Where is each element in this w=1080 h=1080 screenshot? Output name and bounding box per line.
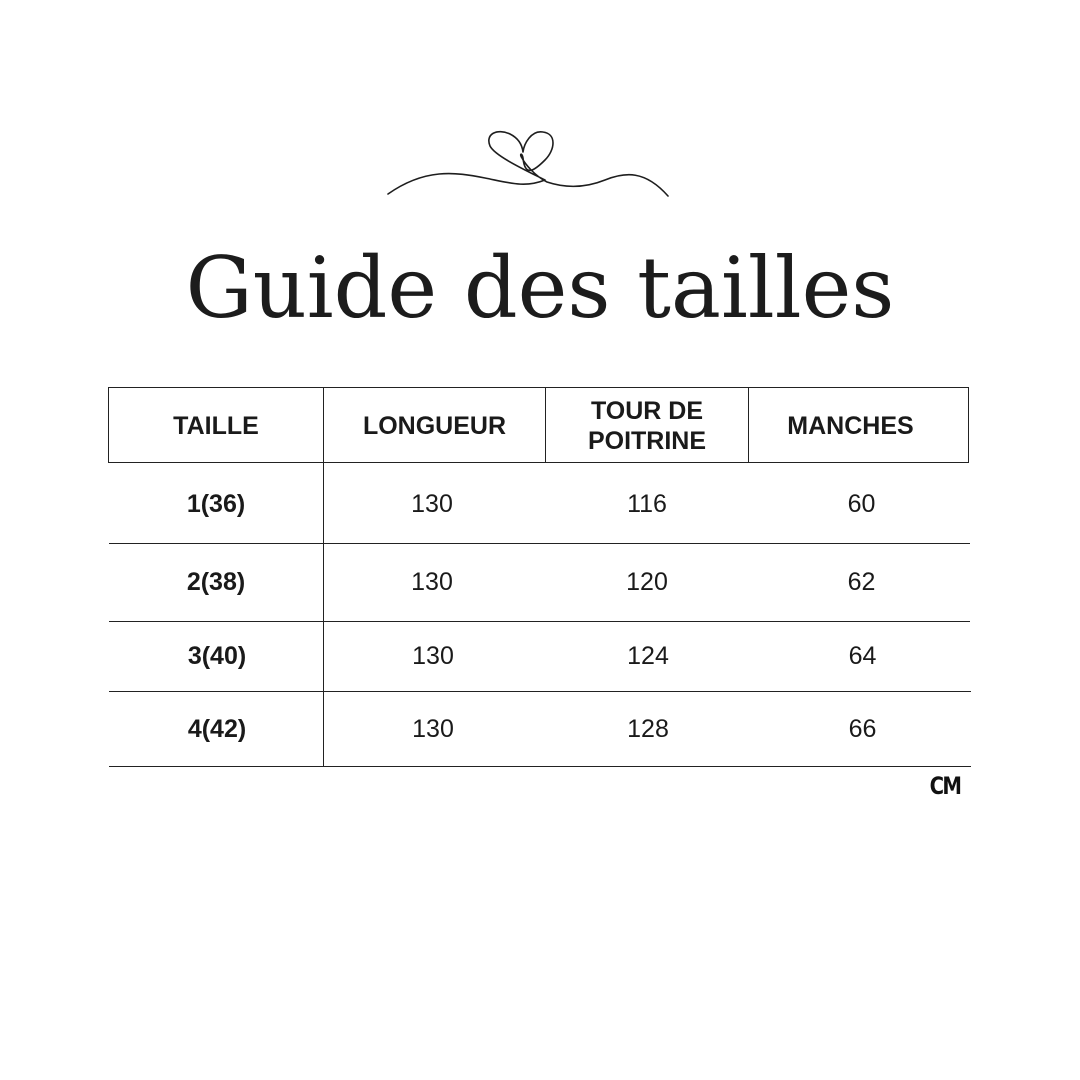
table-cell-poitrine: 120 xyxy=(626,568,668,596)
table-cell-poitrine: 116 xyxy=(627,489,667,518)
table-cell-manches: 60 xyxy=(847,489,876,518)
unit-label: CM xyxy=(929,772,961,800)
page-title: Guide des tailles xyxy=(185,239,895,337)
table-cell-size: 1(36) xyxy=(186,489,246,518)
table-cell-size: 3(40) xyxy=(187,642,247,670)
table-cell-manches: 64 xyxy=(848,642,877,670)
header-manches: MANCHES xyxy=(787,412,914,440)
table-cell-manches: 62 xyxy=(847,568,876,596)
header-longueur: LONGUEUR xyxy=(362,412,507,440)
table-cell-longueur: 130 xyxy=(412,714,454,743)
table-cell-longueur: 130 xyxy=(412,642,454,670)
header-taille: TAILLE xyxy=(173,412,259,440)
table-cell-longueur: 130 xyxy=(411,489,453,518)
table-cell-manches: 66 xyxy=(848,714,877,743)
table-cell-longueur: 130 xyxy=(411,568,453,596)
header-tour-de-poitrine: TOUR DE POITRINE xyxy=(587,397,707,455)
table-cell-size: 4(42) xyxy=(187,714,247,743)
table-cell-size: 2(38) xyxy=(186,568,246,596)
row-divider xyxy=(109,766,971,767)
table-cell-poitrine: 124 xyxy=(627,642,669,670)
table-cell-poitrine: 128 xyxy=(627,714,669,743)
